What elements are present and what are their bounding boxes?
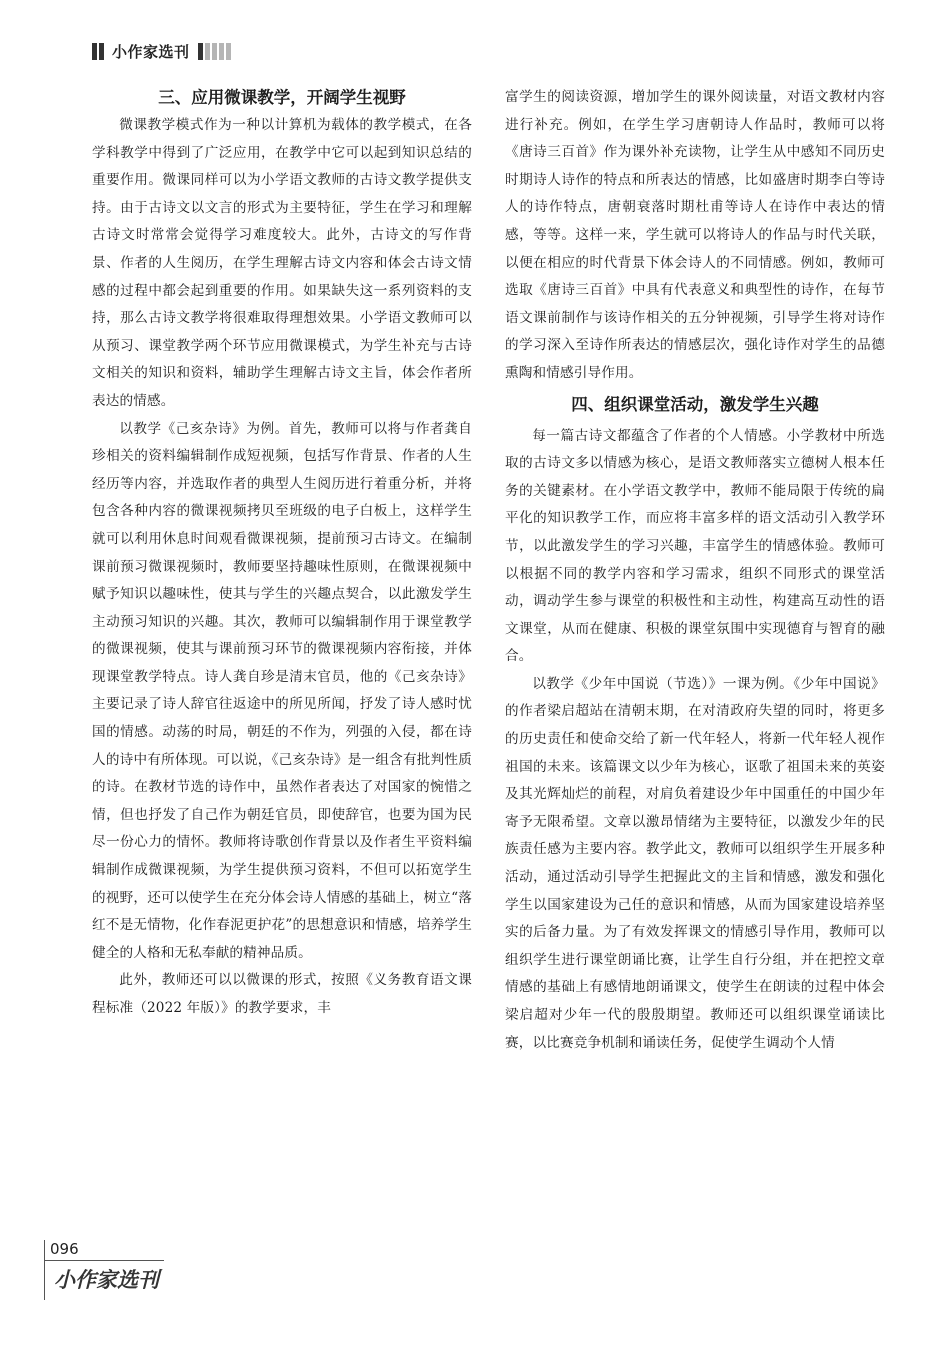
footer-divider [44,1240,45,1300]
header-bar-mark [219,43,224,60]
section-heading-4: 四、组织课堂活动，激发学生兴趣 [571,394,819,414]
header-bar-mark [226,43,231,60]
section-heading-3: 三、应用微课教学，开阔学生视野 [158,88,406,107]
paragraph: 微课教学模式作为一种以计算机为载体的教学模式，在各学科教学中得到了广泛应用，在教学中它可以起到知识总结的重要作用。微课同样可以为小学语文教师的古诗文教学提供支持。由于古诗文以文言的形式为主要特征，学生在学习和理解古诗文时常常会觉得学习难度较大。此外，古诗文的写作背景、作者的人生阅历，在学生理解古诗文内容和体会古诗文情感的过程中都会起到重要的作用。如果缺失这一系列资料的支持，那么古诗文教学将很难取得理想效果。小学语文教师可以从预习、课堂教学两个环节应用微课模式，为学生补充与古诗文相关的知识和资料，辅助学生理解古诗文主旨，体会作者所表达的情感。 [92,117,472,409]
paragraph: 以教学《己亥杂诗》为例。首先，教师可以将与作者龚自珍相关的资料编辑制作成短视频，包括写作背景、作者的人生经历等内容，并选取作者的典型人生阅历进行着重分析，并将包含各种内容的微课视频拷贝至班级的电子白板上，这样学生就可以利用休息时间观看微课视频，提前预习古诗文。在编制课前预习微课视频时，教师要坚持趣味性原则，在微课视频中赋予知识以趣味性，使其与学生的兴趣点契合，以此激发学生主动预习知识的兴趣。其次，教师可以编辑制作用于课堂教学的微课视频，使其与课前预习环节的微课视频内容衔接，并体现课堂教学特点。诗人龚自珍是清末官员，他的《己亥杂诗》主要记录了诗人辞官往返途中的所见所闻，抒发了诗人感时忧国的情感。动荡的时局，朝廷的不作为，列强的入侵，都在诗人的诗中有所体现。可以说，《己亥杂诗》是一组含有批判性质的诗。在教材节选的诗作中，虽然作者表达了对国家的惋惜之情，但也抒发了自己作为朝廷官员，即使辞官，也要为国为民尽一份心力的情怀。教师将诗歌创作背景以及作者生平资料编辑制作成微课视频，为学生提供预习资料，不但可以拓宽学生的视野，还可以使学生在充分体会诗人情感的基础上，树立“落红不是无情物，化作春泥更护花”的思想意识和情感，培养学生健全的人格和无私奉献的精神品质。 [92,420,472,961]
paragraph: 此外，教师还可以以微课的形式，按照《义务教育语文课程标准（2022 年版）》的教学要求，丰 [92,972,472,1016]
journal-header [92,40,233,62]
right-column [505,84,885,1057]
paragraph: 每一篇古诗文都蕴含了作者的个人情感。小学教材中所选取的古诗文多以情感为核心，是语文教师落实立德树人根本任务的关键素材。在小学语文教学中，教师不能局限于传统的扁平化的知识教学工作，而应将丰富多样的语文活动引入教学环节，以此激发学生的学习兴趣，丰富学生的情感体验。教师可以根据不同的教学内容和学习需求，组织不同形式的课堂活动，调动学生参与课堂的积极性和主动性，构建高互动性的语文课堂，从而在健康、积极的课堂氛围中实现德育与智育的融合。 [505,427,885,665]
footer-divider [44,1260,164,1261]
header-bar-mark [212,43,217,60]
left-column [92,84,472,1023]
header-bar-mark [99,43,104,60]
logo-text: 小作家选刊 [54,1267,159,1292]
journal-title: 小作家选刊 [112,42,190,61]
header-bar-mark [92,43,97,60]
paragraph-continued: 富学生的阅读资源，增加学生的课外阅读量，对语文教材内容进行补充。例如，在学生学习唐朝诗人作品时，教师可以将《唐诗三百首》作为课外补充读物，让学生从中感知不同历史时期诗人诗作的特点和所表达的情感，比如盛唐时期李白等诗人的诗作特点，唐朝衰落时期杜甫等诗人在诗作中表达的情感，等等。这样一来，学生就可以将诗人的作品与时代关联，以便在相应的时代背景下体会诗人的不同情感。例如，教师可选取《唐诗三百首》中具有代表意义和典型性的诗作，在每节语文课前制作与该诗作相关的五分钟视频，引导学生将对诗作的学习深入至诗作所表达的情感层次，强化诗作对学生的品德熏陶和情感引导作用。 [505,89,885,381]
header-bar-mark [198,43,203,60]
header-bar-mark [205,43,210,60]
page-number: 096 [50,1240,79,1258]
journal-logo [52,1264,192,1294]
paragraph: 以教学《少年中国说（节选）》一课为例。《少年中国说》的作者梁启超站在清朝末期，在对清政府失望的同时，将更多的历史责任和使命交给了新一代年轻人，将新一代年轻人视作祖国的未来。该篇课文以少年为核心，讴歌了祖国未来的英姿及其光辉灿烂的前程，对肩负着建设少年中国重任的中国少年寄予无限希望。文章以激昂情绪为主要特征，以激发少年的民族责任感为主要内容。教学此文，教师可以组织学生开展多种活动，通过活动引导学生把握此文的主旨和情感，激发和强化学生以国家建设为己任的意识和情感，从而为国家建设培养坚实的后备力量。为了有效发挥课文的情感引导作用，教师可以组织学生进行课堂朗诵比赛，让学生自行分组，并在把控文章情感的基础上有感情地朗诵课文，使学生在朗读的过程中体会梁启超对少年一代的殷殷期望。教师还可以组织课堂诵读比赛，以比赛竞争机制和诵读任务，促使学生调动个人情 [505,675,885,1051]
